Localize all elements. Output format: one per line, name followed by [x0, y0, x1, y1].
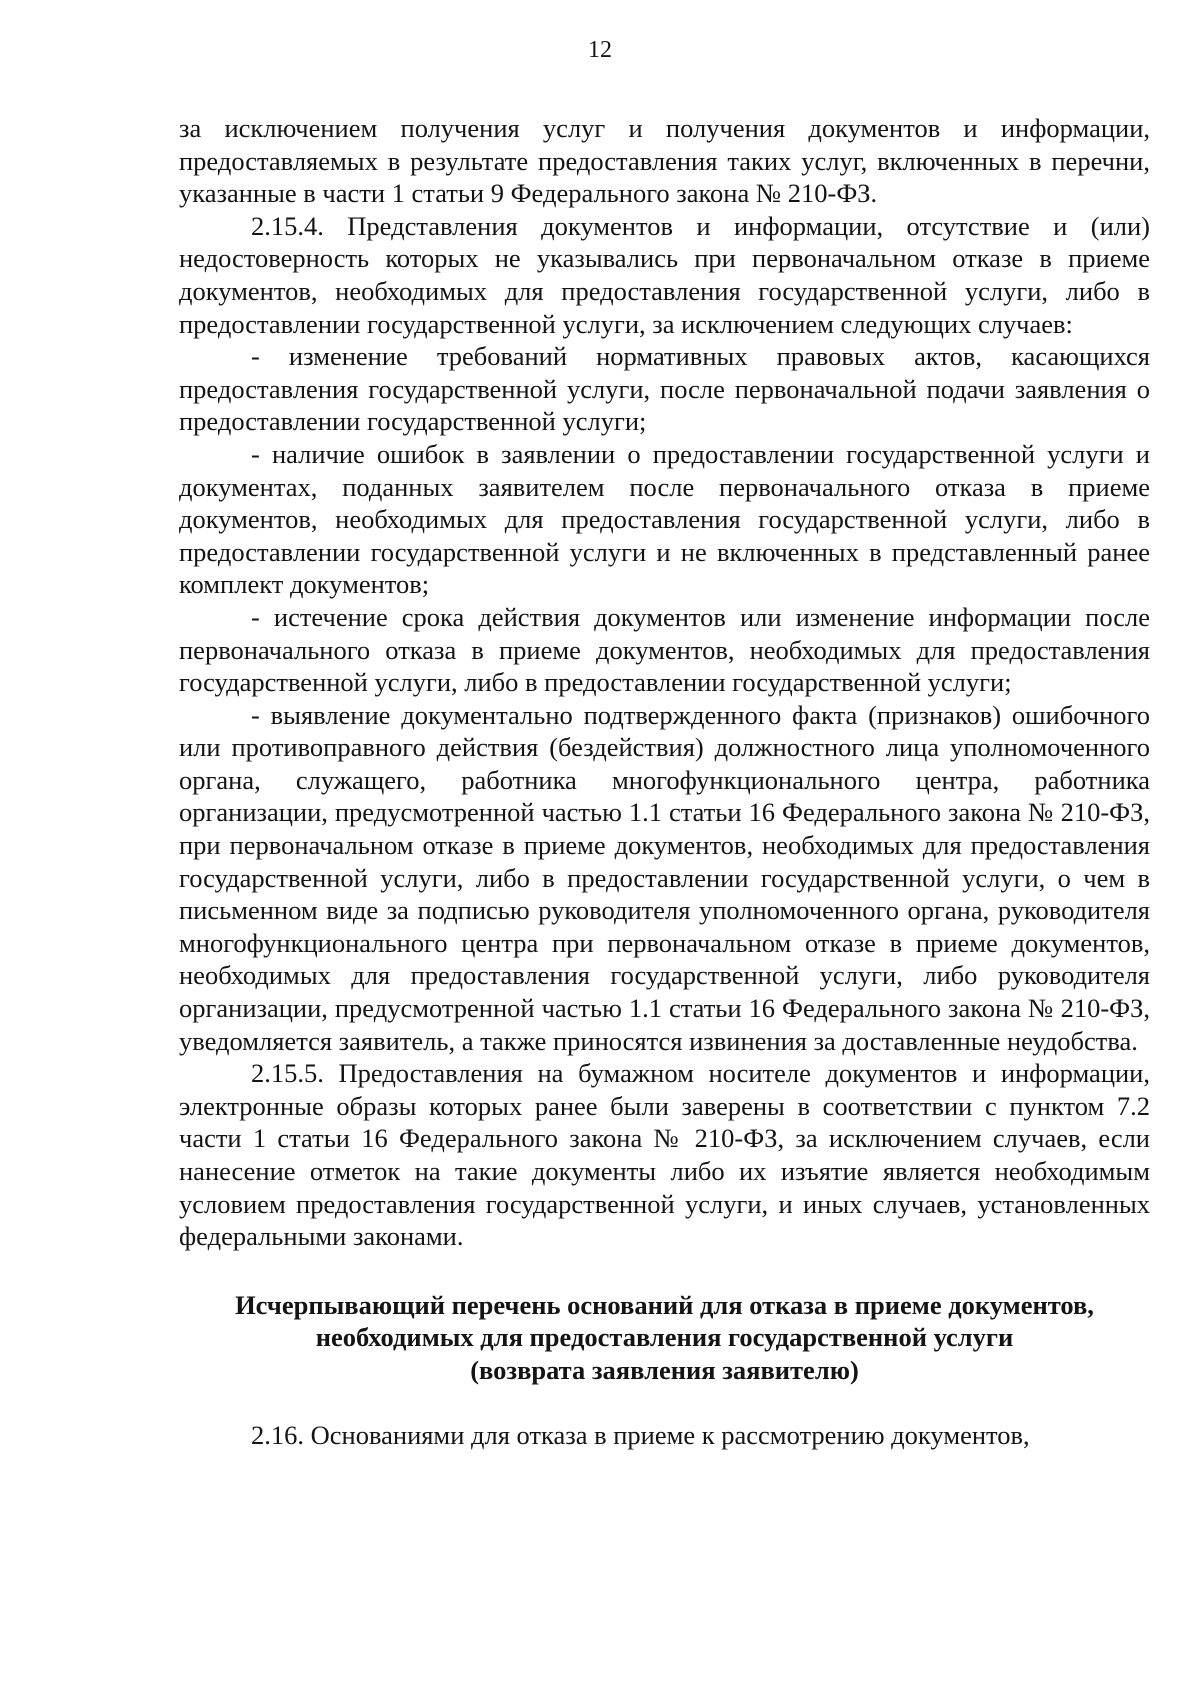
clause-2-15-4: 2.15.4. Представления документов и информации, отсутствие и (или) недостоверность которых не указывались при первоначальном отказе в приеме документов, необходимых для предоставления государственной услуги, либо в предоставлении государственной услуги, за исключением следующих случаев: [179, 210, 1150, 339]
intro-paragraph: за исключением получения услуг и получения документов и информации, предоставляемых в результате предоставления таких услуг, включенных в перечни, указанные в части 1 статьи 9 Федерального закона № 210-ФЗ. [179, 113, 1150, 209]
section-heading [179, 1289, 1150, 1387]
document-body [179, 112, 1150, 1451]
case-item-4: - выявление документально подтвержденного факта (признаков) ошибочного или противоправного действия (бездействия) должностного лица уполномоченного органа, служащего, работника многофункционального центра, работника организации, предусмотренной частью 1.1 статьи 16 Федерального закона № 210-ФЗ, при первоначальном отказе в приеме документов, необходимых для предоставления государственной услуги, либо в предоставлении государственной услуги, о чем в письменном виде за подписью руководителя уполномоченного органа, руководителя многофункционального центра при первоначальном отказе в приеме документов, необходимых для предоставления государственной услуги, либо руководителя организации, предусмотренной частью 1.1 статьи 16 Федерального закона № 210-ФЗ, уведомляется заявитель, а также приносятся извинения за доставленные неудобства. [179, 699, 1150, 1056]
section-heading-line-1: Исчерпывающий перечень оснований для отказа в приеме документов, [235, 1289, 1094, 1320]
page-number: 12 [588, 37, 612, 63]
section-heading-line-3: (возврата заявления заявителю) [470, 1354, 859, 1385]
case-item-1: - изменение требований нормативных правовых актов, касающихся предоставления государственной услуги, после первоначальной подачи заявления о предоставлении государственной услуги; [179, 341, 1150, 437]
case-item-3: - истечение срока действия документов или изменение информации после первоначального отказа в приеме документов, необходимых для предоставления государственной услуги, либо в предоставлении государственной услуги; [179, 601, 1150, 698]
clause-2-15-5: 2.15.5. Предоставления на бумажном носителе документов и информации, электронные образы которых ранее были заверены в соответствии с пунктом 7.2 части 1 статьи 16 Федерального закона № 210-ФЗ, за исключением случаев, если нанесение отметок на такие документы либо их изъятие является необходимым условием предоставления государственной услуги, и иных случаев, установленных федеральными законами. [179, 1058, 1150, 1252]
clause-2-16: 2.16. Основаниями для отказа в приеме к рассмотрению документов, [251, 1419, 1030, 1450]
case-item-2: - наличие ошибок в заявлении о предоставлении государственной услуги и документах, поданных заявителем после первоначального отказа в приеме документов, необходимых для предоставления государственной услуги, либо в предоставлении государственной услуги и не включенных в представленный ранее комплект документов; [179, 438, 1150, 600]
section-heading-line-2: необходимых для предоставления государственной услуги [315, 1322, 1014, 1353]
